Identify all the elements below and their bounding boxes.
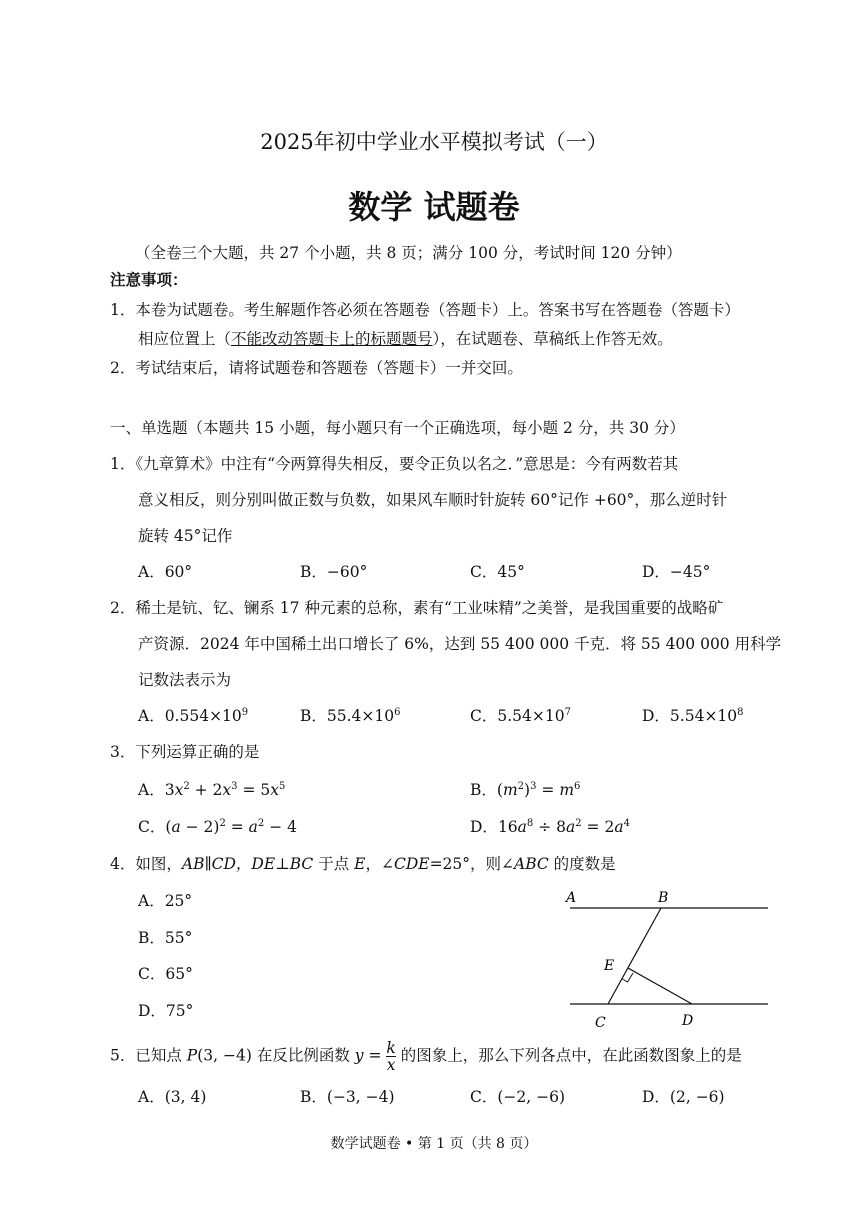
q5-fraction-denominator: x [386,1056,396,1074]
q4-stem-e: ，∠ [365,855,394,873]
q2-option-b [300,704,401,726]
q5-option-d: D．(2, −6) [642,1088,725,1106]
q2-line-2: 产资源．2024 年中国稀土出口增长了 6%，达到 55 400 000 千克．将 55 400 000 用科学 [138,635,782,653]
line-de [628,968,692,1004]
q4-option-d: D．75° [138,1002,194,1020]
q4-option-c: C．65° [138,965,193,983]
q1-line-2: 意义相反，则分别叫做正数与负数，如果风车顺时针旋转 60°记作 +60°，那么逆时针 [138,491,728,509]
q5-option-a: A．(3, 4) [138,1088,207,1106]
q4-stem-i: 的度数是 [548,855,616,873]
q4-option-b: B．55° [138,929,193,947]
exam-title: 2025年初中学业水平模拟考试（一） [260,130,608,154]
q5-stem [110,1040,742,1073]
q4-stem-d: E [354,855,366,873]
q5-fraction [386,1040,395,1073]
note-1-underlined: 不能改动答题卡上的标题题号 [231,330,433,348]
q3-option-c [138,815,297,837]
q3-option-a [138,778,285,800]
q3-stem: 3．下列运算正确的是 [110,743,260,761]
note-1-text-b: ），在试题卷、草稿纸上作答无效。 [432,330,673,348]
q5-option-b: B．(−3, −4) [300,1088,395,1106]
q4-stem-c: 于点 [313,855,355,873]
q4-stem [110,852,616,874]
q5-stem-c: (3, −4) 在反比例函数 [197,1046,355,1065]
q4-stem-g: =25°，则∠ [429,855,515,873]
page-footer: 数学试题卷 • 第 1 页（共 8 页） [330,1136,538,1152]
q2-line-1: 2．稀土是钪、钇、镧系 17 种元素的总称，素有“工业味精”之美誉，是我国重要的战略矿 [110,599,724,617]
q2-option-d-exp: 8 [737,706,744,718]
q2-option-a-exp: 9 [241,706,249,718]
q3-option-b-label: B． [470,781,497,799]
q2-option-d [642,704,744,726]
q5-stem-f: 的图象上，那么下列各点中，在此函数图象上的是 [395,1046,742,1065]
q3-option-d [470,815,630,837]
q1-option-a: A．60° [138,563,193,581]
q2-option-a-base: A．0.554×10 [138,707,242,725]
section-1-heading: 一、单选题（本题共 15 小题，每小题只有一个正确选项，每小题 2 分，共 30 分） [110,419,685,437]
note-1-line-2 [138,327,673,349]
paper-title: 数学 试题卷 [348,188,520,226]
label-a: A [566,890,577,906]
q2-line-3: 记数法表示为 [138,671,232,689]
q2-option-c [470,704,571,726]
q3-option-a-label: A． [138,781,165,799]
note-1-line-1: 1．本卷为试题卷。考生解题作答必须在答题卷（答题卡）上。答案书写在答题卷（答题卡） [110,301,740,319]
q3-option-a-formula: $3x^2 + 2x^3 = 5x^5$ [164,780,286,799]
q1-option-b: B．−60° [300,563,368,581]
q4-geometry-figure [555,882,780,1032]
notes-heading: 注意事项： [110,270,188,289]
q2-option-b-base: B．55.4×10 [300,707,395,725]
q5-stem-a: 5．已知点 [110,1046,187,1065]
q3-option-d-label: D． [470,818,498,836]
q2-option-b-exp: 6 [394,706,401,718]
q5-stem-d: y [354,1046,364,1065]
q4-option-a: A．25° [138,892,193,910]
q2-option-a [138,704,248,726]
q3-option-b [470,778,580,800]
exam-info: （全卷三个大题，共 27 个小题，共 8 页；满分 100 分，考试时间 120 分钟） [135,244,682,262]
q1-option-c: C．45° [470,563,525,581]
note-2: 2．考试结束后，请将试题卷和答题卷（答题卡）一并交回。 [110,359,523,377]
q4-stem-b: AB∥CD，DE⊥BC [181,855,314,873]
q1-line-3: 旋转 45°记作 [138,527,233,545]
q3-option-c-formula: $(a - 2)^2 = a^2 - 4$ [165,817,297,836]
label-d: D [682,1013,694,1029]
q5-option-c: C．(−2, −6) [470,1088,566,1106]
q2-option-d-base: D．5.54×10 [642,707,738,725]
q3-option-b-formula: $(m^2)^3 = m^6$ [496,780,581,799]
label-b: B [658,890,669,906]
q1-option-d: D．−45° [642,563,711,581]
label-c: C [595,1015,606,1031]
q4-stem-h: ABC [514,855,549,873]
q3-option-c-label: C． [138,818,166,836]
q5-stem-b: P [186,1046,198,1065]
q4-stem-f: CDE [393,855,430,873]
q5-fraction-numerator: k [386,1039,396,1057]
q2-option-c-base: C．5.54×10 [470,707,565,725]
line-bc [608,908,661,1004]
q5-stem-e: = [363,1046,387,1065]
q2-option-c-exp: 7 [564,706,571,718]
note-1-text-a: 相应位置上（ [138,330,232,348]
q1-line-1: 1．《九章算术》中注有“今两算得失相反，要令正负以名之．”意思是：今有两数若其 [110,455,679,473]
label-e: E [604,958,615,974]
q3-option-d-formula: $16a^8 \div 8a^2 = 2a^4$ [497,817,630,836]
q4-stem-a: 4．如图， [110,855,182,873]
